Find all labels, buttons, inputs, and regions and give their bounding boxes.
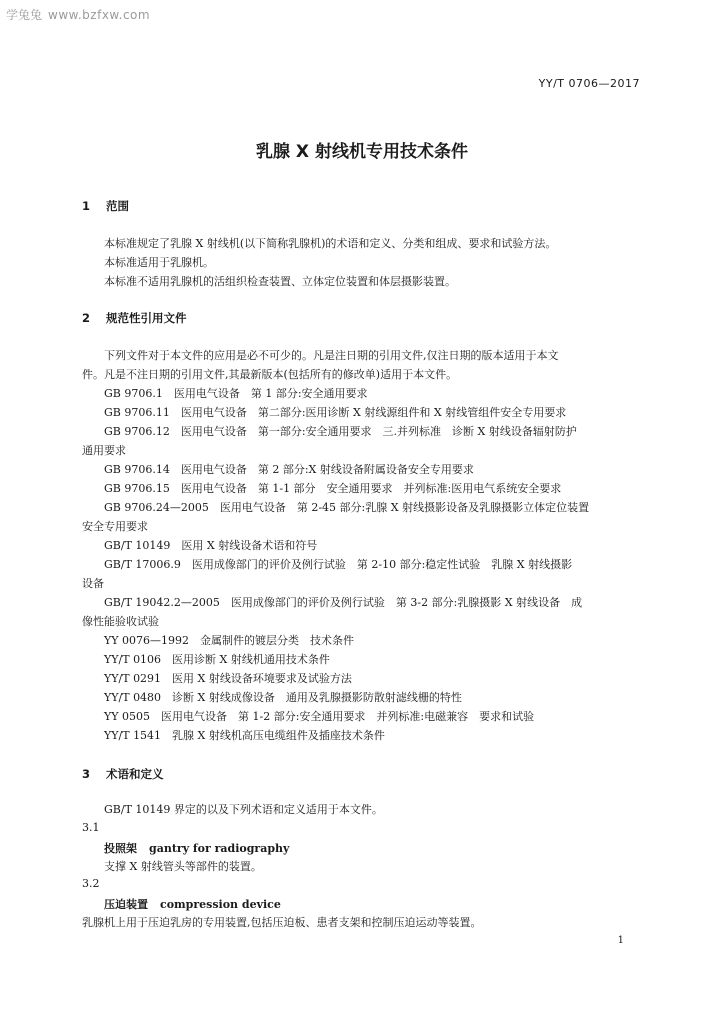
reference-item: GB 9706.24—2005 医用电气设备 第 2-45 部分:乳腺 X 射线摄影设备及乳腺摄影立体定位装置 (104, 501, 590, 514)
reference-item: YY/T 0291 医用 X 射线设备环境要求及试验方法 (104, 672, 352, 685)
reference-item: GB/T 19042.2—2005 医用成像部门的评价及例行试验 第 3-2 部分:乳腺摄影 X 射线设备 成 (104, 596, 583, 609)
reference-item: GB 9706.11 医用电气设备 第二部分:医用诊断 X 射线源组件和 X 射线管组件安全专用要求 (104, 406, 567, 419)
standard-code: YY/T 0706—2017 (538, 77, 640, 90)
term-definition: 乳腺机上用于压迫乳房的专用装置,包括压迫板、患者支架和控制压迫运动等装置。 (82, 916, 482, 929)
term-entry (104, 840, 289, 856)
reference-item: GB/T 10149 医用 X 射线设备术语和符号 (104, 539, 318, 552)
term-en: gantry for radiography (149, 842, 290, 855)
reference-item: GB/T 17006.9 医用成像部门的评价及例行试验 第 2-10 部分:稳定性试验 乳腺 X 射线摄影 (104, 558, 573, 571)
section-2-body (82, 346, 644, 745)
watermark (6, 6, 150, 23)
intro-paragraph-line: 下列文件对于本文件的应用是必不可少的。凡是注日期的引用文件,仅注日期的版本适用于本文 (104, 349, 559, 362)
section-1-heading (82, 198, 129, 214)
reference-item: GB 9706.1 医用电气设备 第 1 部分:安全通用要求 (104, 387, 368, 400)
section-number: 3 (82, 767, 91, 781)
term-entry (104, 896, 281, 912)
reference-item: YY/T 0480 诊断 X 射线成像设备 通用及乳腺摄影防散射滤线栅的特性 (104, 691, 462, 704)
section-title: 术语和定义 (106, 767, 164, 781)
term-number: 3.2 (82, 877, 100, 890)
section-1-body (82, 234, 644, 291)
paragraph: 本标准规定了乳腺 X 射线机(以下简称乳腺机)的术语和定义、分类和组成、要求和试验方法。 (104, 237, 557, 250)
section-3-intro (82, 800, 644, 819)
reference-item-continuation: 通用要求 (82, 444, 126, 457)
section-3-heading (82, 766, 164, 782)
watermark-url: www.bzfxw.com (48, 8, 151, 22)
reference-item: GB 9706.14 医用电气设备 第 2 部分:X 射线设备附属设备安全专用要求 (104, 463, 474, 476)
term-en: compression device (160, 898, 281, 911)
reference-item: YY/T 1541 乳腺 X 射线机高压电缆组件及插座技术条件 (104, 729, 385, 742)
term-definition-block (82, 857, 644, 876)
watermark-site: 学兔兔 (6, 8, 43, 22)
section-2-heading (82, 310, 187, 326)
document-title: 乳腺 X 射线机专用技术条件 (256, 142, 468, 162)
term-definition: 支撑 X 射线管头等部件的装置。 (104, 860, 262, 873)
paragraph: 本标准适用于乳腺机。 (104, 256, 214, 269)
page-number: 1 (617, 935, 624, 946)
section-number: 2 (82, 311, 91, 325)
term-zh: 投照架 (104, 842, 137, 855)
reference-item: YY 0505 医用电气设备 第 1-2 部分:安全通用要求 并列标准:电磁兼容 要求和试验 (104, 710, 535, 723)
term-zh: 压迫装置 (104, 898, 148, 911)
paragraph: GB/T 10149 界定的以及下列术语和定义适用于本文件。 (104, 803, 383, 816)
reference-item: GB 9706.15 医用电气设备 第 1-1 部分 安全通用要求 并列标准:医用电气系统安全要求 (104, 482, 562, 495)
reference-item: YY 0076—1992 金属制件的镀层分类 技术条件 (104, 634, 355, 647)
reference-item-continuation: 设备 (82, 577, 104, 590)
reference-item-continuation: 像性能验收试验 (82, 615, 159, 628)
section-number: 1 (82, 199, 91, 213)
term-number: 3.1 (82, 821, 100, 834)
section-title: 范围 (106, 199, 129, 213)
reference-item: GB 9706.12 医用电气设备 第一部分:安全通用要求 三.并列标准 诊断 X 射线设备辐射防护 (104, 425, 577, 438)
paragraph: 本标准不适用乳腺机的活组织检查装置、立体定位装置和体层摄影装置。 (104, 275, 456, 288)
section-title: 规范性引用文件 (106, 311, 187, 325)
term-definition-block (82, 913, 644, 932)
intro-paragraph-line: 件。凡是不注日期的引用文件,其最新版本(包括所有的修改单)适用于本文件。 (82, 368, 458, 381)
reference-item-continuation: 安全专用要求 (82, 520, 148, 533)
reference-item: YY/T 0106 医用诊断 X 射线机通用技术条件 (104, 653, 330, 666)
